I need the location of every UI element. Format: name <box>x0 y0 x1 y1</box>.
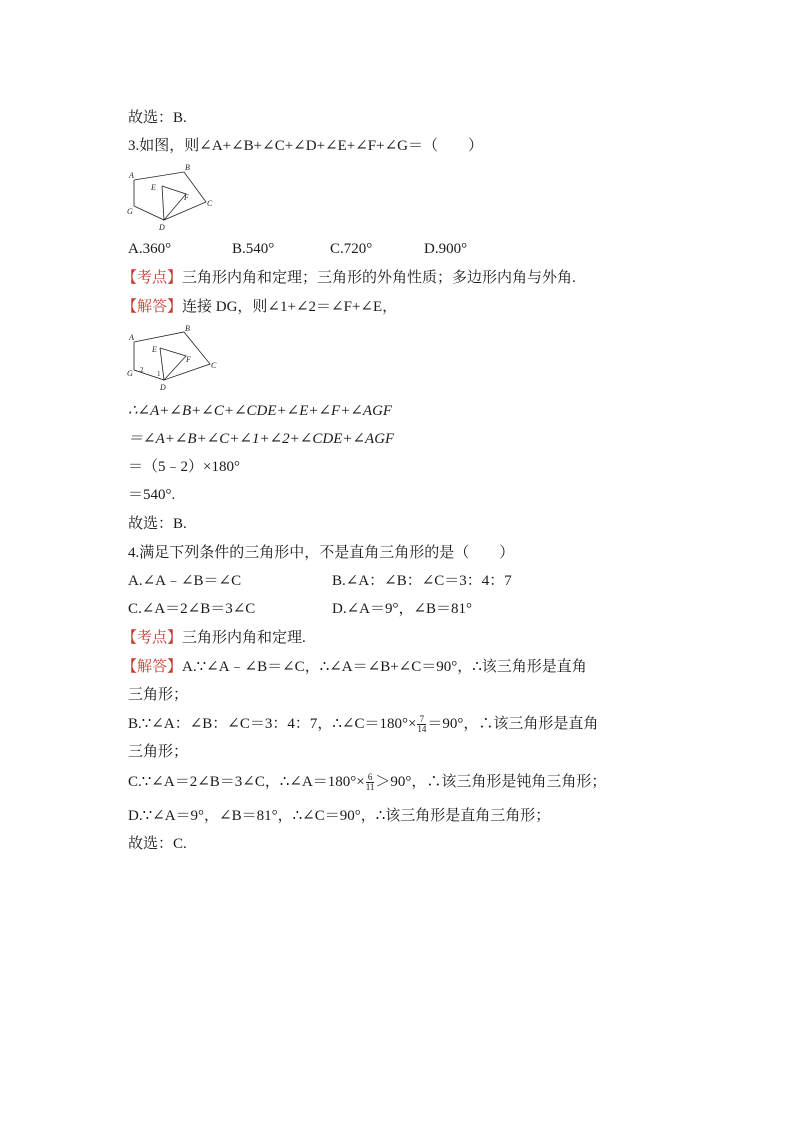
q3-jieda <box>122 297 397 317</box>
fig1-label-a: A <box>129 171 134 180</box>
q4-b-pre: B.∵∠A：∠B：∠C＝3：4：7，∴∠C＝180°× <box>128 716 417 732</box>
jieda-tag: 【解答】 <box>122 299 183 315</box>
jieda-tag: 【解答】 <box>122 659 183 675</box>
q4-option-d: D.∠A＝9°，∠B＝81° <box>332 601 473 617</box>
fig2-label-1: 1 <box>157 370 161 378</box>
q3-kaodian <box>122 268 576 288</box>
option-b: B.540° <box>232 241 275 257</box>
fig2-label-2: 2 <box>140 366 144 374</box>
q4-option-c: C.∠A＝2∠B＝3∠C <box>128 601 256 617</box>
fig2-label-f: F <box>186 355 191 364</box>
q3-step-1: ∴∠A+∠B+∠C+∠CDE+∠E+∠F+∠AGF <box>128 403 393 419</box>
kaodian-tag: 【考点】 <box>122 630 183 646</box>
jieda-text-a: A.∵∠A﹣∠B＝∠C，∴∠A＝∠B+∠C＝90°，∴该三角形是直角 <box>182 659 587 675</box>
fig1-label-c: C <box>207 199 213 208</box>
q4-jieda-c <box>128 772 606 792</box>
q3-step-4: ＝540°. <box>128 487 176 503</box>
frac-num: 6 <box>366 773 375 783</box>
fig2-label-b: B <box>185 324 190 333</box>
frac-num: 7 <box>417 715 426 725</box>
answer-line-q2: 故选：B. <box>128 110 187 126</box>
fig1-label-e: E <box>151 183 156 192</box>
fig2-label-c: C <box>211 361 217 370</box>
fraction-7-14 <box>417 715 426 734</box>
q4-b-post: ＝90°，∴该三角形是直角 <box>427 716 599 732</box>
q3-step-3: ＝（5﹣2）×180° <box>128 459 240 475</box>
question-4: 4.满足下列条件的三角形中，不是直角三角形的是（ ） <box>128 545 515 561</box>
fig1-label-f: F <box>184 193 189 202</box>
q4-answer: 故选：C. <box>128 836 187 852</box>
q4-kaodian <box>122 628 306 648</box>
figure-heptagon-solution <box>124 322 224 394</box>
q3-answer: 故选：B. <box>128 516 187 532</box>
q4-jieda-b-cont: 三角形； <box>128 744 189 760</box>
q4-jieda-b <box>128 714 598 734</box>
option-d: D.900° <box>424 241 468 257</box>
fig1-label-b: B <box>185 163 190 172</box>
kaodian-text: 三角形内角和定理；三角形的外角性质；多边形内角与外角. <box>182 270 576 286</box>
q4-jieda-a-cont: 三角形； <box>128 687 189 703</box>
frac-den: 14 <box>417 724 427 735</box>
jieda-text: 连接 DG，则∠1+∠2＝∠F+∠E， <box>182 299 398 315</box>
question-3-options <box>128 239 467 259</box>
q4-c-post: ＞90°，∴该三角形是钝角三角形； <box>375 774 607 790</box>
fig2-label-g: G <box>127 369 133 378</box>
fraction-6-11 <box>366 773 375 792</box>
q4-option-b: B.∠A：∠B：∠C＝3：4：7 <box>332 573 512 589</box>
option-a: A.360° <box>128 241 172 257</box>
q4-option-a: A.∠A﹣∠B＝∠C <box>128 573 242 589</box>
figure-heptagon <box>124 160 224 232</box>
frac-den: 11 <box>365 782 375 793</box>
fig2-label-d: D <box>160 383 166 392</box>
fig1-label-g: G <box>127 207 133 216</box>
option-c: C.720° <box>330 241 373 257</box>
question-4-options-ab <box>128 571 512 591</box>
fig2-label-e: E <box>152 345 157 354</box>
question-3: 3.如图，则∠A+∠B+∠C+∠D+∠E+∠F+∠G＝（ ） <box>128 138 483 154</box>
fig1-label-d: D <box>159 223 165 232</box>
q4-jieda-d: D.∵∠A＝9°，∠B＝81°，∴∠C＝90°，∴该三角形是直角三角形； <box>128 808 551 824</box>
kaodian-text: 三角形内角和定理. <box>182 630 306 646</box>
kaodian-tag: 【考点】 <box>122 270 183 286</box>
q4-jieda-a <box>122 657 587 677</box>
fig2-label-a: A <box>129 333 134 342</box>
q4-c-pre: C.∵∠A＝2∠B＝3∠C，∴∠A＝180°× <box>128 774 365 790</box>
q3-step-2: ＝∠A+∠B+∠C+∠1+∠2+∠CDE+∠AGF <box>128 431 395 447</box>
question-4-options-cd <box>128 599 472 619</box>
